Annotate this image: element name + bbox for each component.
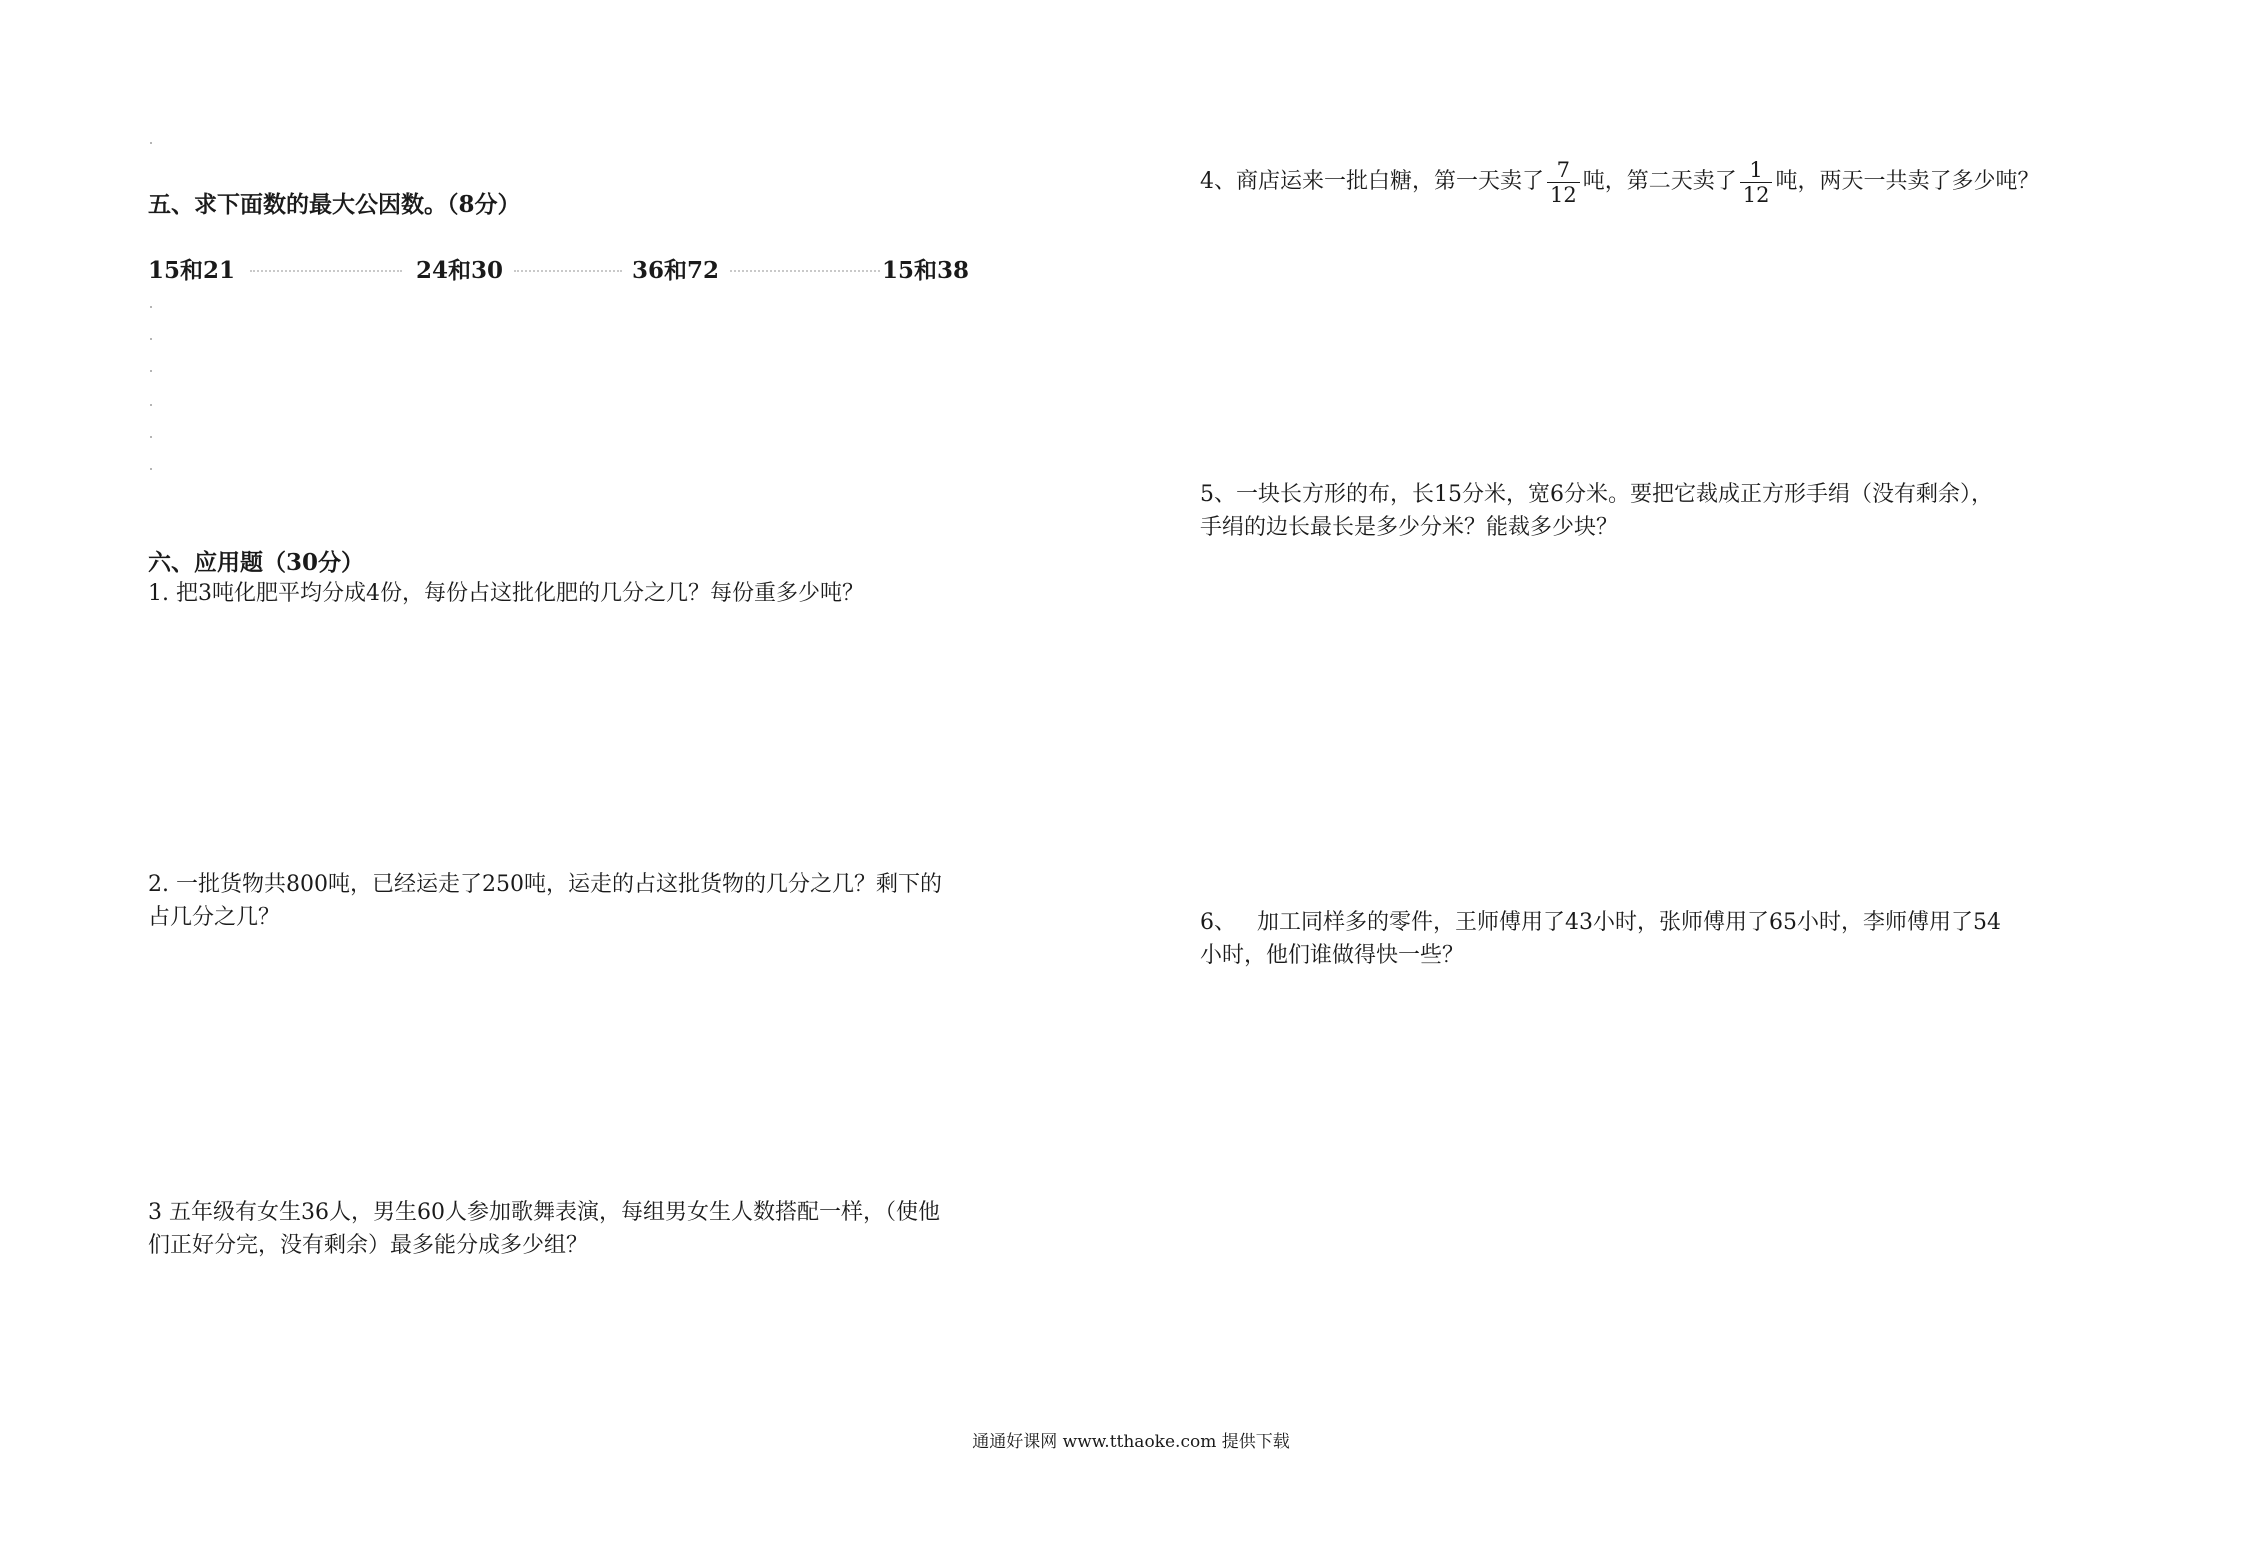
question-5 [1200,478,1993,544]
question-4-text-c: 吨，两天一共卖了多少吨？ [1775,169,2040,194]
margin-dot [150,370,152,372]
right-column [1200,0,2160,1547]
question-4-text-a: 4、商店运来一批白糖，第一天卖了 [1200,169,1544,194]
dotted-leader [250,268,402,272]
gcd-pair-2: 24和30 [416,257,504,284]
gcd-pairs-row [148,252,1148,282]
question-5-line-1: 5、一块长方形的布，长15分米，宽6分米。要把它裁成正方形手绢（没有剩余）， [1200,482,1993,507]
question-3 [148,1196,940,1262]
dotted-leader [514,268,622,272]
question-6-line-2: 小时，他们谁做得快一些？ [1200,943,1465,968]
fraction-7-12 [1547,158,1580,207]
left-column [148,0,1088,1547]
gcd-pair-4: 15和38 [882,257,970,284]
margin-dot [150,338,152,340]
question-2 [148,868,942,934]
section-5-title: 五、求下面数的最大公因数。（8分） [148,191,521,218]
question-1: 1. 把3吨化肥平均分成4份，每份占这批化肥的几分之几？每份重多少吨？ [148,581,864,606]
margin-dot [150,404,152,406]
question-4-text-b: 吨，第二天卖了 [1582,169,1737,194]
gcd-pair-3: 36和72 [632,257,720,284]
margin-dot [150,436,152,438]
fraction-numerator: 7 [1547,158,1580,183]
fraction-denominator: 12 [1550,182,1577,207]
question-3-line-2: 们正好分完，没有剩余）最多能分成多少组？ [148,1233,589,1258]
question-2-line-2: 占几分之几？ [148,905,281,930]
question-2-line-1: 2. 一批货物共800吨，已经运走了250吨，运走的占这批货物的几分之几？剩下的 [148,872,942,897]
gcd-pair-1: 15和21 [148,257,236,284]
fraction-1-12 [1740,158,1773,207]
section-6-title: 六、应用题（30分） [148,549,365,576]
fraction-denominator: 12 [1742,182,1770,207]
question-6 [1200,906,2001,972]
footer-credit: 通通好课网 www.tthaoke.com 提供下载 [972,1432,1290,1452]
margin-dot [150,142,152,144]
fraction-numerator: 1 [1740,158,1773,183]
question-3-line-1: 3 五年级有女生36人，男生60人参加歌舞表演，每组男女生人数搭配一样，（使他 [148,1200,940,1225]
margin-dot [150,306,152,308]
margin-dot [150,468,152,470]
question-5-line-2: 手绢的边长最长是多少分米？能裁多少块？ [1200,515,1619,540]
question-4 [1200,150,2040,214]
dotted-leader [730,268,880,272]
question-6-line-1: 6、 加工同样多的零件，王师傅用了43小时，张师傅用了65小时，李师傅用了54 [1200,910,2001,935]
